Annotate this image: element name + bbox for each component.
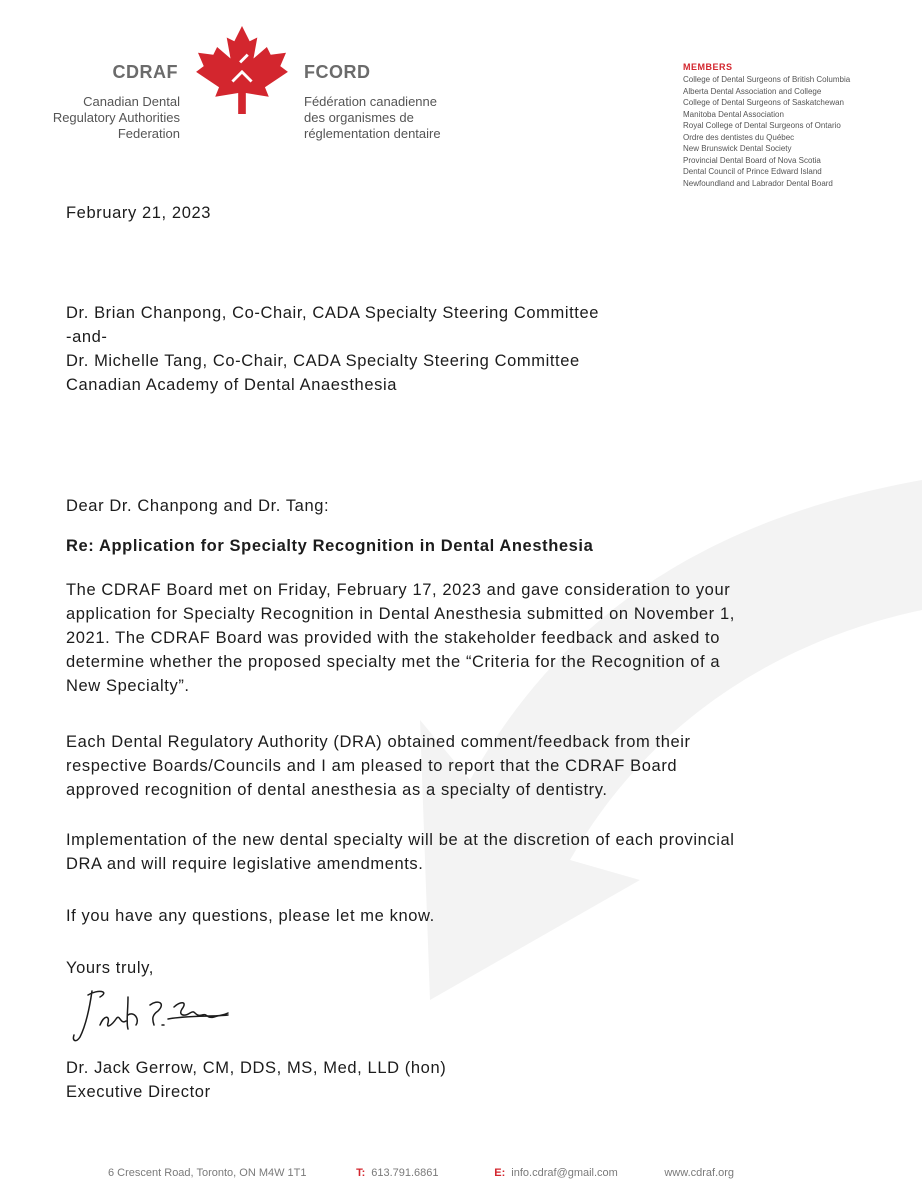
member-item: Provincial Dental Board of Nova Scotia [683,155,821,165]
member-item: Ordre des dentistes du Québec [683,132,795,142]
member-item: College of Dental Surgeons of Saskatchewan [683,98,844,107]
signer-block [66,1056,866,1104]
signer-title: Executive Director [66,1083,211,1101]
recipient-block: Dr. Brian Chanpong, Co-Chair, CADA Specialty Steering Committee -and- Dr. Michelle Tang, Co-Chair, CADA Specialty Steering Committee Canadian Academy of Dental Anaesthesia [66,304,600,394]
paragraph-2: Each Dental Regulatory Authority (DRA) obtained comment/feedback from their respective Boards/Councils and I am pleased to report that the CDRAF Board approved recognition of dental anesthesia as a specialty of dentistry. [66,733,691,799]
member-item: Alberta Dental Association and College [683,86,822,96]
footer-address: 6 Crescent Road, Toronto, ON M4W 1T1 [108,1167,307,1179]
email-label: E: [494,1167,506,1179]
org-abbreviation-fr: FCORD [304,62,371,82]
org-abbreviation-en: CDRAF [112,62,178,82]
paragraph-3: Implementation of the new dental specialty will be at the discretion of each provincial DRA and will require legislative amendments. [66,831,735,873]
members-title: MEMBERS [683,62,733,72]
signer-name: Dr. Jack Gerrow, CM, DDS, MS, Med, LLD (hon) [66,1059,447,1077]
closing: Yours truly, [66,959,154,977]
footer-phone: 613.791.6861 [371,1167,439,1179]
maple-leaf-icon [194,26,290,114]
org-name-en: Canadian Dental Regulatory Authorities Federation [52,94,180,141]
footer-website: www.cdraf.org [664,1167,735,1179]
footer [108,1167,734,1179]
salutation: Dear Dr. Chanpong and Dr. Tang: [66,497,330,515]
member-item: Dental Council of Prince Edward Island [683,167,822,176]
paragraph-4: If you have any questions, please let me know. [66,907,435,925]
subject-line: Re: Application for Specialty Recognition in Dental Anesthesia [66,537,594,555]
member-item: Manitoba Dental Association [683,109,784,119]
letter-date: February 21, 2023 [66,204,212,222]
paragraph-1: The CDRAF Board met on Friday, February 17, 2023 and gave consideration to your application for Specialty Recognition in Dental Anesthesia submitted on November 1, 2021. The CDRAF Board was provided with the stakeholder feedback and asked to determine whether the proposed specialty met the “Criteria for the Recognition of a New Specialty”. [66,581,735,695]
member-item: College of Dental Surgeons of British Columbia [683,75,851,84]
handwritten-signature [70,985,230,1049]
members-list [683,62,850,189]
member-item: New Brunswick Dental Society [683,144,792,153]
member-item: Newfoundland and Labrador Dental Board [683,178,833,188]
phone-label: T: [356,1167,366,1179]
org-name-fr: Fédération canadienne des organismes de réglementation dentaire [304,94,441,141]
member-item: Royal College of Dental Surgeons of Ontario [683,121,841,130]
footer-email: info.cdraf@gmail.com [511,1167,618,1179]
